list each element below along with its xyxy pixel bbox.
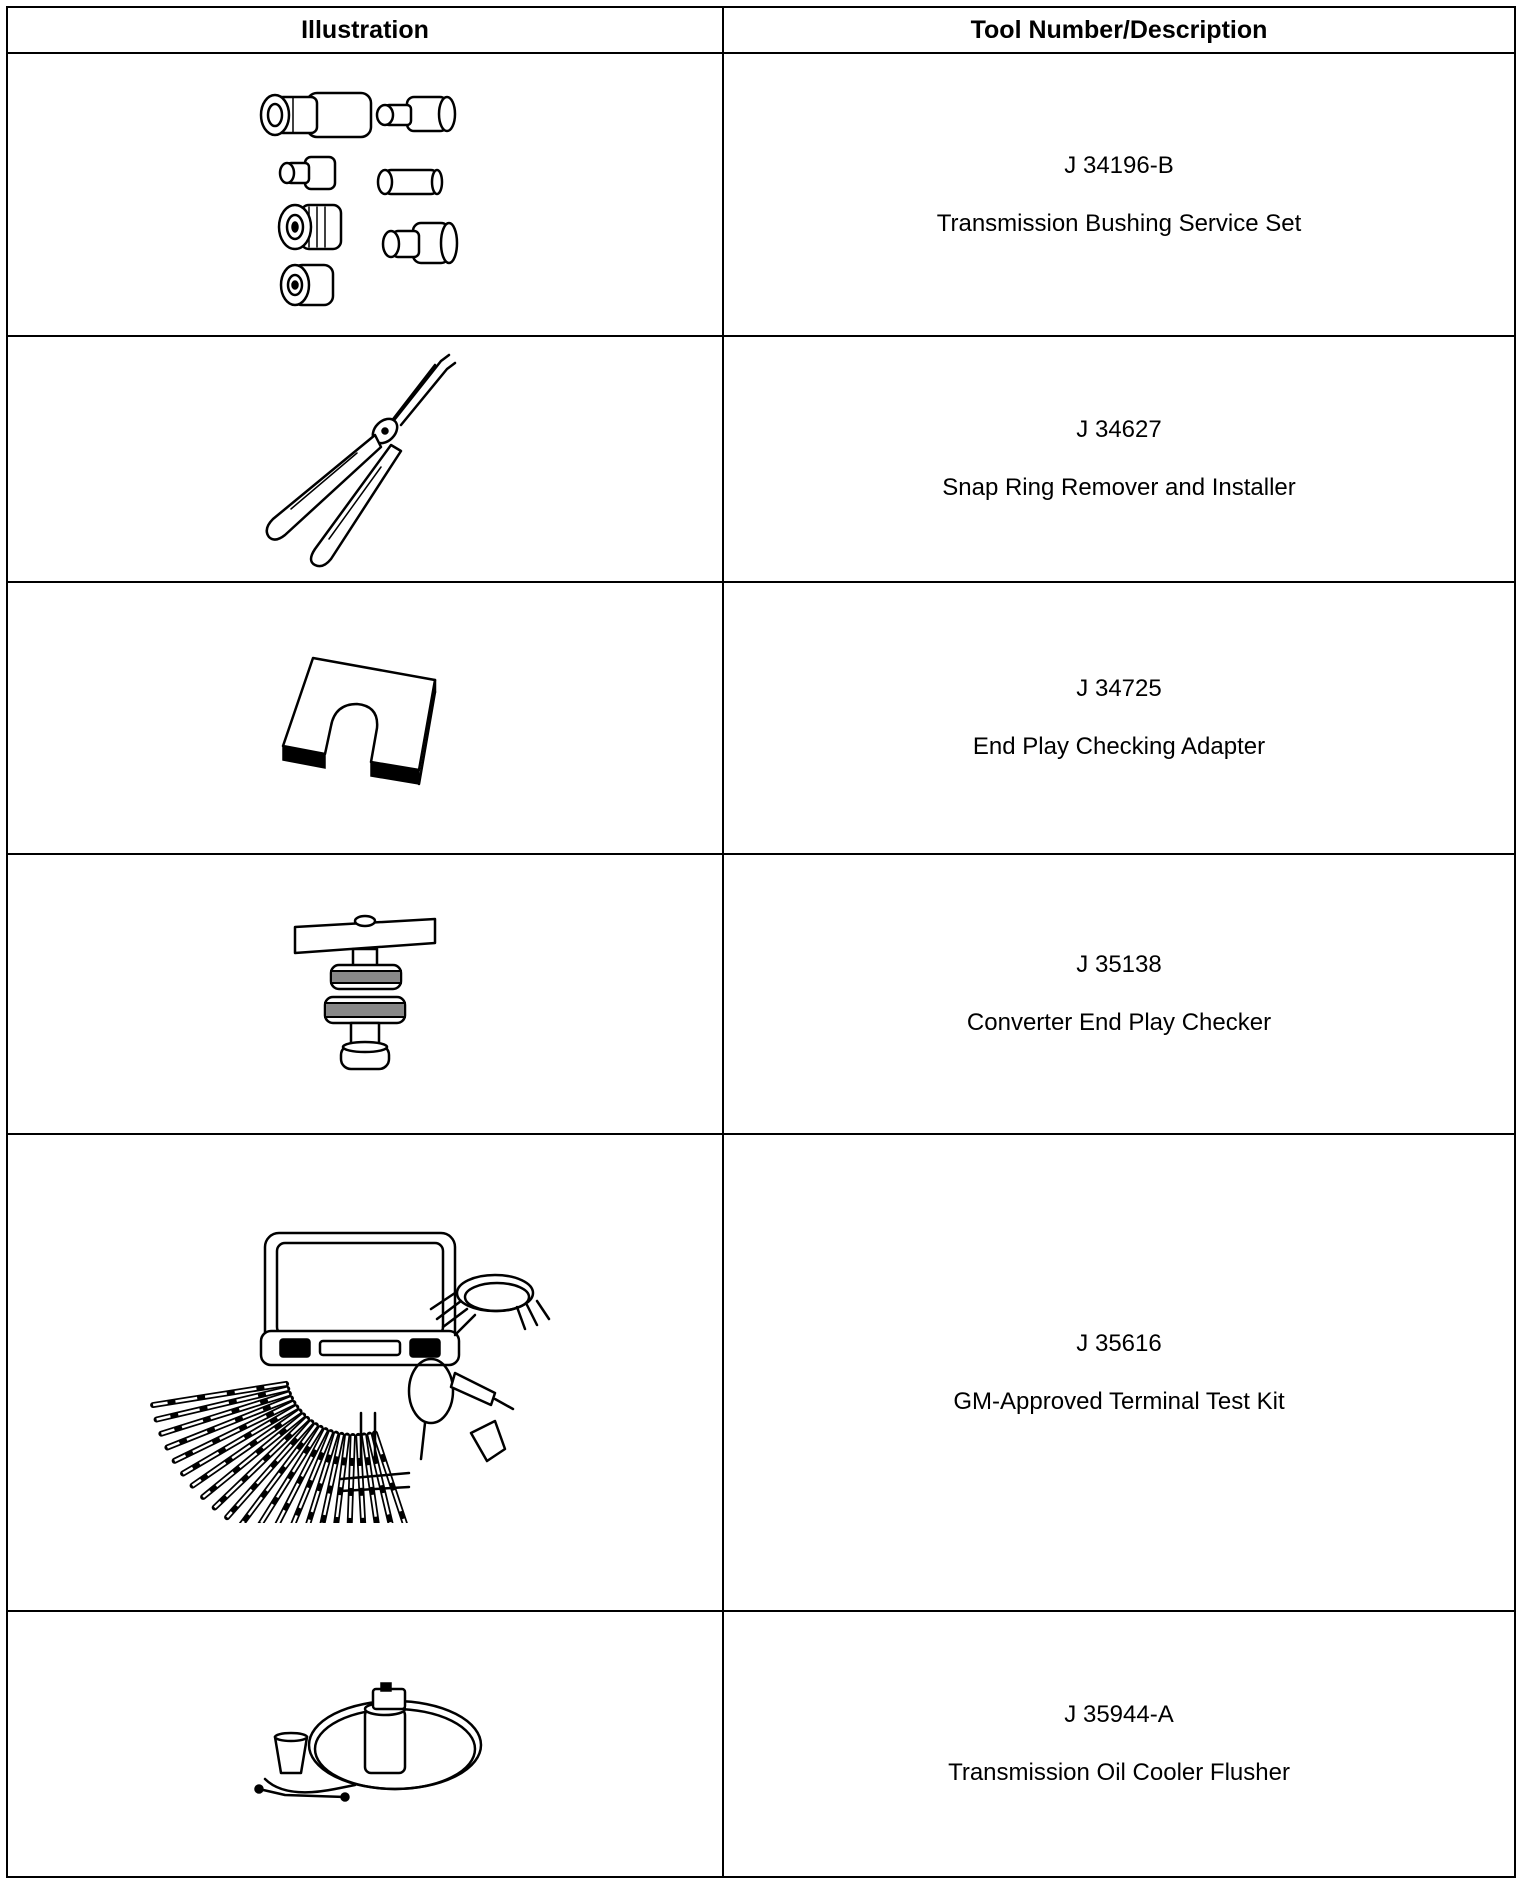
table-row — [7, 582, 1515, 854]
special-tools-table — [6, 6, 1516, 1878]
illustration-cell — [7, 582, 723, 854]
description-cell — [723, 53, 1515, 336]
header-tool-number-description: Tool Number/Description — [723, 7, 1515, 53]
tool-number: J 35138 — [1076, 951, 1162, 978]
tool-number: J 34725 — [1076, 675, 1162, 702]
tool-description: GM-Approved Terminal Test Kit — [953, 1387, 1285, 1415]
tool-number: J 34627 — [1076, 416, 1162, 443]
tool-description: End Play Checking Adapter — [972, 733, 1266, 760]
end-play-adapter-icon — [275, 648, 455, 788]
illustration-cell — [7, 53, 723, 336]
header-illustration: Illustration — [7, 7, 723, 53]
description-cell — [723, 1134, 1515, 1611]
illustration-cell — [7, 1611, 723, 1877]
description-cell — [723, 854, 1515, 1134]
tool-number: J 34196-B — [1064, 151, 1174, 179]
converter-checker-icon — [285, 909, 445, 1079]
tool-number: J 35944-A — [1064, 1701, 1174, 1728]
tool-description: Transmission Bushing Service Set — [936, 209, 1302, 237]
description-cell — [723, 1611, 1515, 1877]
snap-ring-pliers-icon — [245, 349, 485, 569]
tool-description: Snap Ring Remover and Installer — [942, 474, 1296, 501]
terminal-test-kit-icon — [125, 1223, 605, 1523]
illustration-cell — [7, 336, 723, 582]
illustration-cell — [7, 854, 723, 1134]
tool-description: Converter End Play Checker — [966, 1009, 1272, 1036]
tool-number: J 35616 — [1076, 1329, 1162, 1357]
description-cell — [723, 336, 1515, 582]
illustration-cell — [7, 1134, 723, 1611]
table-row — [7, 53, 1515, 336]
table-row — [7, 1134, 1515, 1611]
table-row — [7, 1611, 1515, 1877]
tool-description: Transmission Oil Cooler Flusher — [948, 1759, 1290, 1786]
description-cell — [723, 582, 1515, 854]
bushing-set-icon — [235, 75, 495, 315]
oil-cooler-flusher-icon — [245, 1679, 485, 1809]
table-header-row — [7, 7, 1515, 53]
table-row — [7, 854, 1515, 1134]
table-row — [7, 336, 1515, 582]
